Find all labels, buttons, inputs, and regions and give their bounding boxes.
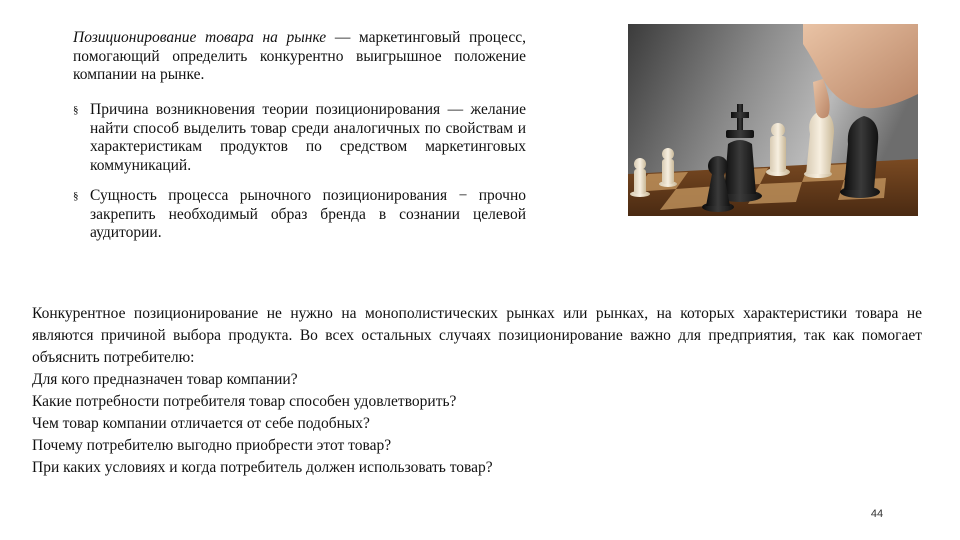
- body-paragraph: Конкурентное позиционирование не нужно на монополистических рынках или рынках, на которых характеристики товара не являются причиной выбора продукта. Во всех остальных случаях позиционирование важно для предприятия, так как помогает объяснить потребителю:: [32, 305, 922, 366]
- question-line: При каких условиях и когда потребитель должен использовать товар?: [32, 459, 493, 476]
- question-line: Почему потребителю выгодно приобрести этот товар?: [32, 437, 392, 454]
- question-line: Чем товар компании отличается от себе подобных?: [32, 415, 370, 432]
- bullet-marker-icon: §: [73, 104, 79, 116]
- intro-term: Позиционирование товара на рынке: [73, 29, 327, 46]
- intro-rest: — маркетинговый процесс, помогающий определить конкурентно выигрышное положение компании на рынке.: [73, 29, 526, 83]
- bullet-marker-icon: §: [73, 190, 79, 202]
- bullet-item: [73, 101, 526, 175]
- intro-definition: [73, 29, 526, 85]
- bullet-text: Сущность процесса рыночного позиционирования − прочно закрепить необходимый образ бренда в сознании целевой аудитории.: [90, 187, 526, 241]
- question-line: Для кого предназначен товар компании?: [32, 371, 298, 388]
- page-number: 44: [870, 508, 884, 520]
- bullet-item: [73, 187, 526, 243]
- question-line: Какие потребности потребителя товар способен удовлетворить?: [32, 393, 457, 410]
- bullet-text: Причина возникновения теории позиционирования — желание найти способ выделить товар среди аналогичных по свойствам и характеристикам продуктов по средством маркетинговых коммуникаций.: [90, 101, 526, 174]
- chess-pieces-photo: [628, 24, 918, 216]
- bullet-list: [73, 101, 526, 255]
- body-text: [32, 303, 922, 479]
